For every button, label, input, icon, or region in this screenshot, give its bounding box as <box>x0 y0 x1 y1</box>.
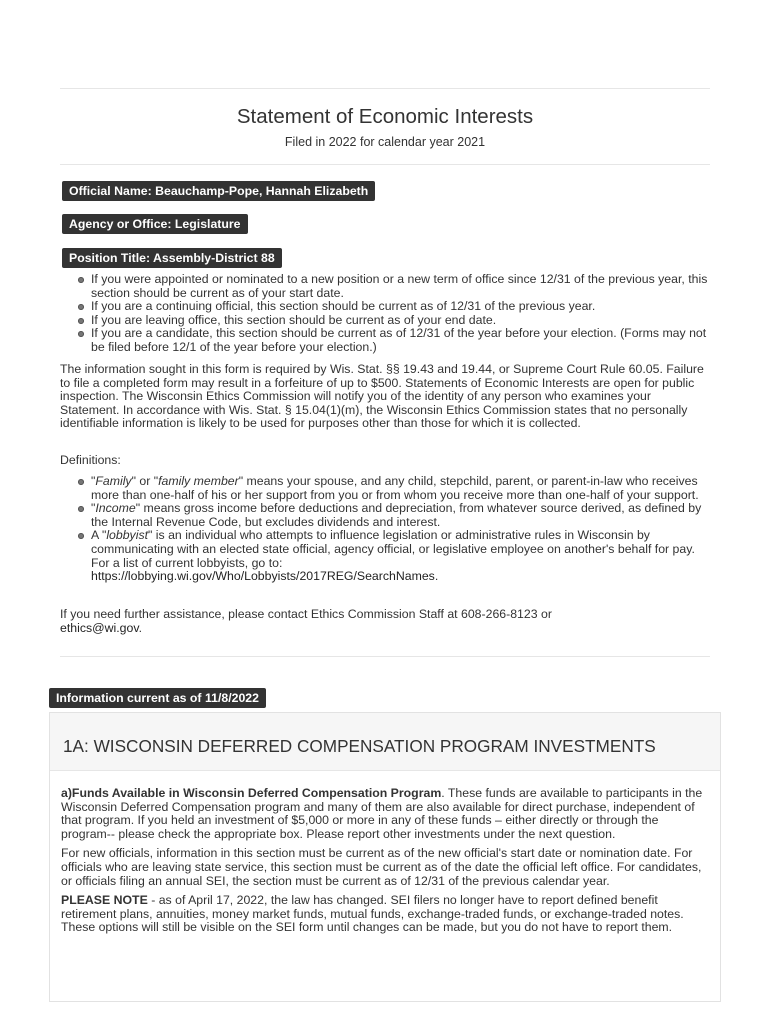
list-item: If you are a continuing official, this section should be current as of 12/31 of the previous year. <box>75 300 715 314</box>
funds-heading: a)Funds Available in Wisconsin Deferred Compensation Program <box>61 786 442 800</box>
agency-badge: Agency or Office: Legislature <box>62 214 248 234</box>
term-lobbyist: lobbyist <box>106 528 149 543</box>
term-family: Family <box>95 474 132 488</box>
funds-text: . These funds are available to participants in the Wisconsin Deferred Compensation program and many of them are also available for direct purchase, independent of that program. If you held an investment of $5,000 or more in any of these funds – either directly or through the program-- please check the appropriate box. Please report other investments under the next question. <box>61 786 703 841</box>
section-1a-title: 1A: WISCONSIN DEFERRED COMPENSATION PROGRAM INVESTMENTS <box>63 736 656 756</box>
definitions-list <box>75 475 715 584</box>
period: . <box>138 620 142 635</box>
definition-text: " means your spouse, and any child, stepchild, parent, or parent-in-law who receives more than one-half of his or her support from you or from whom you receive more than one-half of your support. <box>91 474 699 502</box>
quote: A " <box>91 528 107 543</box>
definition-text: " is an individual who attempts to influence legislation or administrative rules in Wisconsin by communicating with an elected state official, agency official, or legislative employee on another's behalf for pay. For a list of current lobbyists, go to: <box>91 528 695 570</box>
timing-paragraph: For new officials, information in this section must be current as of the new official's start date or nomination date. For officials who are leaving state service, this section must be current as of the date the official left office. For candidates, or officials filing an annual SEI, the section must be current as of 12/31 of the previous calendar year. <box>61 846 702 888</box>
intro-paragraph: The information sought in this form is required by Wis. Stat. §§ 19.43 and 19.44, or Supreme Court Rule 60.05. Failure to file a completed form may result in a forfeiture of up to $500. Statements of Economic Interests are open for public inspection. The Wisconsin Ethics Commission will notify you of the identity of any person who examines your Statement. In accordance with Wis. Stat. § 15.04(1)(m), the Wisconsin Ethics Commission states that no personally identifiable information is likely to be used for purposes other than those for which it is collected. <box>60 362 704 431</box>
section-1a-panel <box>49 712 721 1002</box>
definition-text: " means gross income before deductions and depreciation, from whatever source derived, as defined by the Internal Revenue Code, but excludes dividends and interest. <box>91 501 702 529</box>
quote: " <box>91 474 96 488</box>
assistance-text: If you need further assistance, please contact Ethics Commission Staff at 608-266-8123 or <box>60 607 552 621</box>
definition-family <box>75 475 715 502</box>
list-item: If you are leaving office, this section should be current as of your end date. <box>75 314 715 328</box>
term-family-member: family member <box>158 474 239 488</box>
official-name-badge: Official Name: Beauchamp-Pope, Hannah Elizabeth <box>62 181 375 201</box>
term-income: Income <box>95 501 136 516</box>
lobbyists-link[interactable]: https://lobbying.wi.gov/Who/Lobbyists/2017REG/SearchNames <box>91 569 435 584</box>
quote: " or " <box>131 474 159 488</box>
page-subtitle: Filed in 2022 for calendar year 2021 <box>284 135 486 149</box>
quote: " <box>91 501 96 516</box>
note-text: - as of April 17, 2022, the law has changed. SEI filers no longer have to report defined benefit retirement plans, annuities, money market funds, mutual funds, exchange-traded funds, or exchange-traded notes. These options will still be visible on the SEI form until changes can be made, but you do not have to report them. <box>61 893 684 935</box>
definitions-label: Definitions: <box>60 453 121 467</box>
assistance-paragraph <box>60 608 712 635</box>
position-notes-list <box>75 273 715 355</box>
info-current-badge: Information current as of 11/8/2022 <box>49 688 266 708</box>
list-item: If you are a candidate, this section should be current as of 12/31 of the year before your election. (Forms may not be filed before 12/1 of the year before your election.) <box>75 327 715 354</box>
position-badge: Position Title: Assembly-District 88 <box>62 248 282 268</box>
definition-income <box>75 502 715 529</box>
note-paragraph <box>61 894 709 935</box>
section-1a-header <box>50 713 720 771</box>
page-title: Statement of Economic Interests <box>236 105 534 128</box>
content-divider <box>60 656 710 657</box>
note-heading: PLEASE NOTE <box>61 893 148 908</box>
list-item: If you were appointed or nominated to a new position or a new term of office since 12/31 of the previous year, this section should be current as of your start date. <box>75 273 715 300</box>
header-divider <box>60 164 710 165</box>
ethics-email-link[interactable]: ethics@wi.gov <box>60 620 139 635</box>
top-divider <box>60 88 710 89</box>
period: . <box>434 569 439 584</box>
section-1a-body <box>50 771 720 935</box>
definition-lobbyist <box>75 529 715 583</box>
funds-paragraph <box>61 787 709 841</box>
